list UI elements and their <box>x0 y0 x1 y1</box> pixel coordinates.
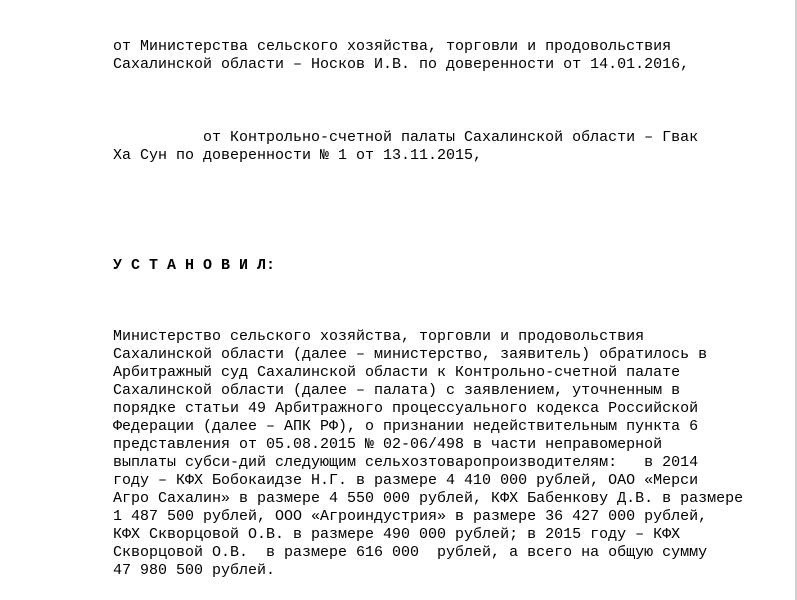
body-line: Арбитражный суд Сахалинской области к Контрольно-счетной палате <box>113 364 681 381</box>
section-heading: У С Т А Н О В И Л: <box>113 257 276 274</box>
body-line: Сахалинской области (далее – министерство, заявитель) обратилось в <box>113 346 708 363</box>
body-line: Министерство сельского хозяйства, торговли и продовольствия <box>113 328 645 345</box>
body-line: представления от 05.08.2015 № 02-06/498 в части неправомерной <box>113 436 663 453</box>
body-line: выплаты субси-дий следующим сельхозтоваропроизводителям: в 2014 <box>113 454 699 471</box>
body-line: Агро Сахалин» в размере 4 550 000 рублей, КФХ Бабенкову Д.В. в размере <box>113 490 744 507</box>
representative-line: Ха Сун по доверенности № 1 от 13.11.2015, <box>113 147 483 164</box>
body-line: Федерации (далее – АПК РФ), о признании недействительным пункта 6 <box>113 418 699 435</box>
body-line: 1 487 500 рублей, ООО «Агроиндустрия» в размере 36 427 000 рублей, <box>113 508 708 525</box>
body-line: Сахалинской области (далее – палата) с заявлением, уточненным в <box>113 382 681 399</box>
body-line: КФХ Скворцовой О.В. в размере 490 000 рублей; в 2015 году – КФХ <box>113 526 681 543</box>
body-line: году – КФХ Бобокаидзе Н.Г. в размере 4 410 000 рублей, ОАО «Мерси <box>113 472 699 489</box>
representative-line: от Министерства сельского хозяйства, торговли и продовольствия <box>113 38 672 55</box>
representative-line: от Контрольно-счетной палаты Сахалинской области – Гвак <box>113 129 699 146</box>
body-line: порядке статьи 49 Арбитражного процессуального кодекса Российской <box>113 400 699 417</box>
body-line: 47 980 500 рублей. <box>113 562 276 579</box>
body-line: Скворцовой О.В. в размере 616 000 рублей, а всего на общую сумму <box>113 544 708 561</box>
representative-line: Сахалинской области – Носков И.В. по доверенности от 14.01.2016, <box>113 56 690 73</box>
